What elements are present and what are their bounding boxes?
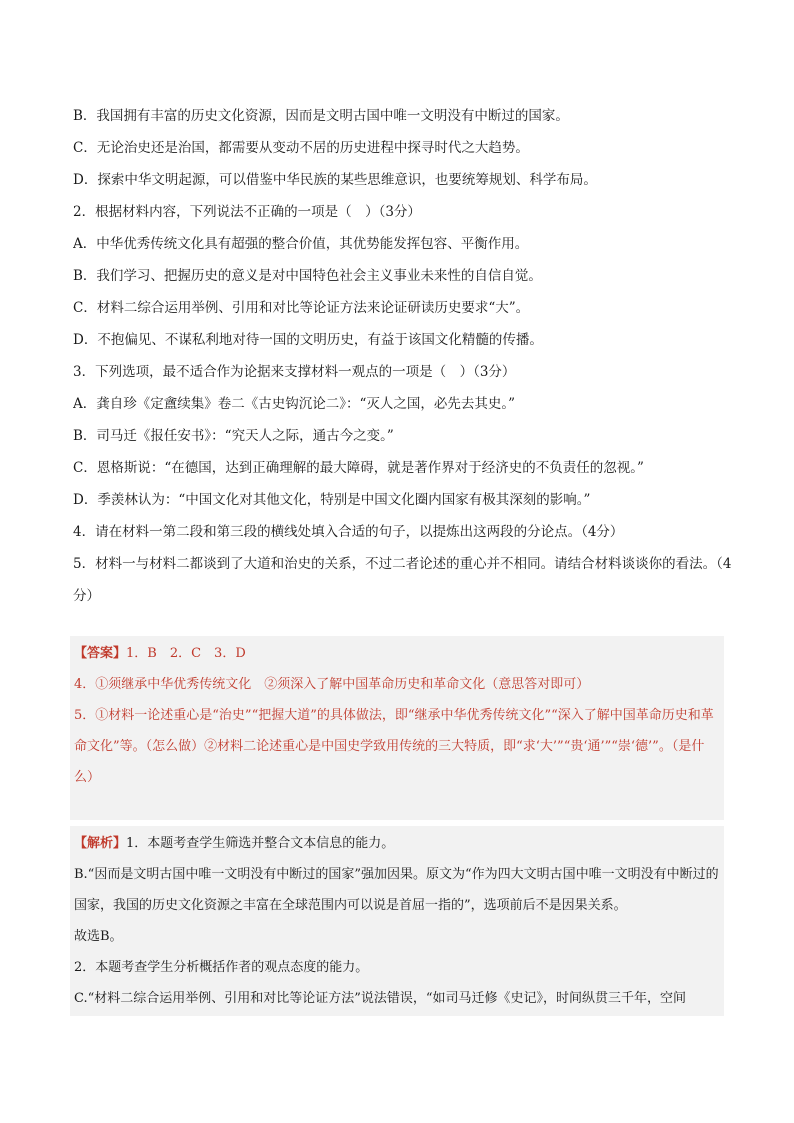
analysis-p2: B.“因而是文明古国中唯一文明没有中断过的国家”强加因果。原文为“作为四大文明古国中唯一文明没有中断过的国家，我国的历史文化资源之丰富在全球范围内可以说是首屈一指的”，选项前后不是因果关系。 [74, 867, 719, 913]
analysis-box [70, 826, 724, 1016]
analysis-p5: C.“材料二综合运用举例、引用和对比等论证方法”说法错误，“如司马迁修《史记》，时间纵贯三千年，空间 [74, 991, 687, 1006]
question-3-stem: 3．下列选项，最不适合作为论据来支撑材料一观点的一项是（ ）（3分） [73, 364, 516, 380]
analysis-p4: 2．本题考查学生分析概括作者的观点态度的能力。 [74, 960, 369, 975]
q2-option-c: C．材料二综合运用举例、引用和对比等论证方法来论证研读历史要求“大”。 [73, 300, 530, 316]
answer-4: 4．①须继承中华优秀传统文化 ②须深入了解中国革命历史和革命文化（意思答对即可） [74, 677, 590, 692]
q1-option-b: B．我国拥有丰富的历史文化资源，因而是文明古国中唯一文明没有中断过的国家。 [73, 108, 569, 124]
question-5: 5．材料一与材料二都谈到了大道和治史的关系，不过二者论述的重心并不相同。请结合材料谈谈你的看法。（4分） [73, 556, 732, 604]
q3-option-c: C．恩格斯说：“在德国，达到正确理解的最大障碍，就是著作界对于经济史的不负责任的忽视。” [73, 460, 644, 476]
analysis-line-1 [74, 828, 720, 859]
answer-mc-line [74, 638, 720, 669]
q3-option-a: A．龚自珍《定盦续集》卷二《古史钩沉论二》：“灭人之国，必先去其史。” [73, 396, 516, 412]
questions-section [73, 100, 733, 612]
question-4: 4．请在材料一第二段和第三段的横线处填入合适的句子，以提炼出这两段的分论点。（4分） [73, 524, 624, 540]
analysis-tag: 【解析】 [74, 836, 127, 851]
q3-option-d: D．季羡林认为：“中国文化对其他文化，特别是中国文化圈内国家有极其深刻的影响。” [73, 492, 591, 508]
answer-box [70, 636, 724, 820]
answer-5: 5．①材料一论述重心是“治史”“把握大道”的具体做法，即“继承中华优秀传统文化”“深入了解中国革命历史和革命文化”等。（怎么做）②材料二论述重心是中国史学致用传统的三大特质，即“求‘大’”“贵‘通’”“崇‘德’”。（是什么） [74, 708, 714, 785]
analysis-p3: 故选B。 [74, 929, 123, 944]
question-2-stem: 2．根据材料内容，下列说法不正确的一项是（ ）（3分） [73, 204, 421, 220]
q1-option-c: C．无论治史还是治国，都需要从变动不居的历史进程中探寻时代之大趋势。 [73, 140, 529, 156]
q2-option-b: B．我们学习、把握历史的意义是对中国特色社会主义事业未来性的自信自觉。 [73, 268, 542, 284]
q3-option-b: B．司马迁《报任安书》：“究天人之际，通古今之变。” [73, 428, 394, 444]
q2-option-d: D．不抱偏见、不谋私利地对待一国的文明历史，有益于该国文化精髓的传播。 [73, 332, 543, 348]
analysis-p1: 1．本题考查学生筛选并整合文本信息的能力。 [126, 836, 395, 851]
answer-mc: 1．B 2．C 3．D [126, 646, 246, 661]
q2-option-a: A．中华优秀传统文化具有超强的整合价值，其优势能发挥包容、平衡作用。 [73, 236, 529, 252]
q1-option-d: D．探索中华文明起源，可以借鉴中华民族的某些思维意识，也要统筹规划、科学布局。 [73, 172, 597, 188]
answer-tag: 【答案】 [74, 646, 127, 661]
